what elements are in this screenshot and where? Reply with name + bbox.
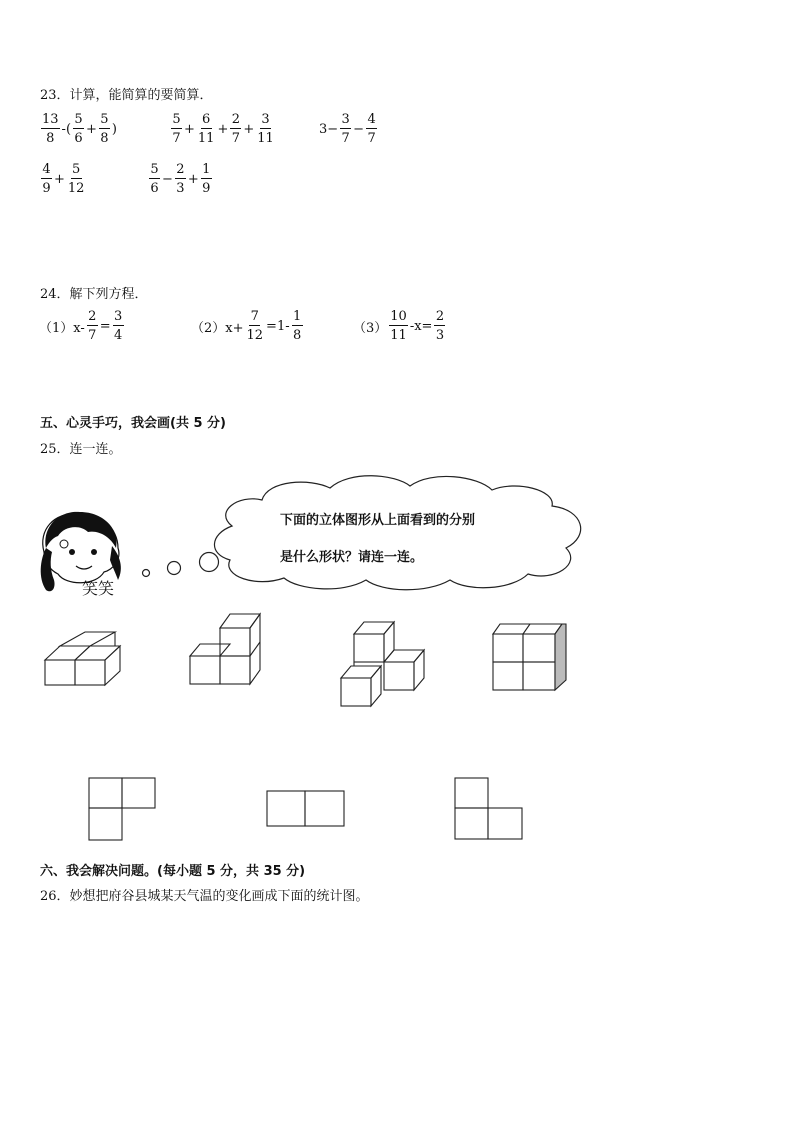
operator: -(: [61, 121, 72, 137]
operator: +: [243, 121, 255, 137]
q24-title: 24．解下列方程．: [40, 287, 148, 302]
denominator: 9: [202, 181, 211, 196]
numerator: 5: [150, 162, 159, 177]
top-view-shape-2: [267, 791, 344, 826]
operator: +: [184, 121, 195, 137]
q23-title: 23．计算，能简算的要简算．: [40, 88, 213, 103]
numerator: 3: [341, 112, 350, 127]
operator: =1-: [266, 318, 290, 334]
denominator: 7: [231, 131, 240, 146]
top-view-shape-3: [455, 778, 522, 839]
thought-dot-small: [143, 570, 150, 577]
numerator: 2: [231, 112, 240, 127]
denominator: 6: [150, 181, 159, 196]
operator: （2）x+: [191, 320, 244, 336]
denominator: 4: [114, 328, 123, 343]
operator: +: [217, 121, 229, 137]
operator: ): [111, 121, 117, 137]
thought-dot-medium: [168, 562, 181, 575]
numerator: 7: [250, 309, 259, 324]
denominator: 7: [172, 131, 181, 146]
denominator: 7: [367, 131, 376, 146]
numerator: 4: [42, 162, 51, 177]
solid-figure-1: [45, 632, 120, 685]
operator: +: [86, 121, 97, 137]
numerator: 3: [114, 309, 123, 324]
numerator: 5: [72, 162, 81, 177]
bubble-text-line-1: 下面的立体图形从上面看到的分别: [280, 513, 476, 528]
operator: （1）x-: [39, 320, 85, 336]
denominator: 11: [257, 131, 274, 146]
numerator: 6: [202, 112, 211, 127]
denominator: 8: [100, 131, 109, 146]
q25-title: 25．连一连。: [40, 442, 122, 457]
section-6-heading: 六、我会解决问题。(每小题 5 分，共 35 分): [40, 864, 306, 879]
numerator: 2: [435, 309, 445, 324]
solid-figure-3: [341, 622, 424, 706]
operator: +: [187, 171, 199, 187]
solid-figure-2: [190, 614, 260, 684]
denominator: 7: [88, 328, 97, 343]
numerator: 5: [172, 112, 181, 127]
operator: 3−: [319, 121, 339, 137]
bubble-text-line-2: 是什么形状？请连一连。: [280, 550, 424, 565]
numerator: 13: [42, 112, 59, 127]
section-5-heading: 五、心灵手巧，我会画(共 5 分): [40, 416, 226, 431]
denominator: 9: [42, 181, 51, 196]
operator: −: [353, 121, 365, 137]
numerator: 5: [74, 112, 83, 127]
denominator: 11: [197, 131, 215, 146]
operator: −: [162, 171, 173, 187]
denominator: 12: [246, 328, 264, 343]
numerator: 5: [100, 112, 109, 127]
top-view-shape-1: [89, 778, 155, 840]
denominator: 3: [435, 328, 445, 343]
numerator: 1: [202, 162, 211, 177]
denominator: 8: [292, 328, 302, 343]
numerator: 4: [367, 112, 376, 127]
denominator: 12: [67, 181, 85, 196]
q26-title: 26．妙想把府谷县城某天气温的变化画成下面的统计图。: [40, 889, 369, 904]
thought-cloud: [214, 476, 580, 590]
denominator: 7: [341, 131, 350, 146]
thought-dot-large: [200, 553, 219, 572]
operator: -x=: [409, 318, 433, 334]
numerator: 3: [261, 112, 270, 127]
operator: （3）: [353, 320, 388, 336]
denominator: 11: [390, 328, 407, 343]
operator: =: [99, 318, 111, 334]
denominator: 6: [74, 131, 83, 146]
numerator: 2: [176, 162, 185, 177]
character-name-label: 笑笑: [82, 579, 115, 598]
solid-figure-4: [493, 624, 566, 690]
operator: +: [54, 171, 65, 187]
numerator: 10: [390, 309, 407, 324]
numerator: 2: [88, 309, 97, 324]
denominator: 3: [176, 181, 185, 196]
denominator: 8: [46, 131, 55, 146]
numerator: 1: [292, 309, 302, 324]
